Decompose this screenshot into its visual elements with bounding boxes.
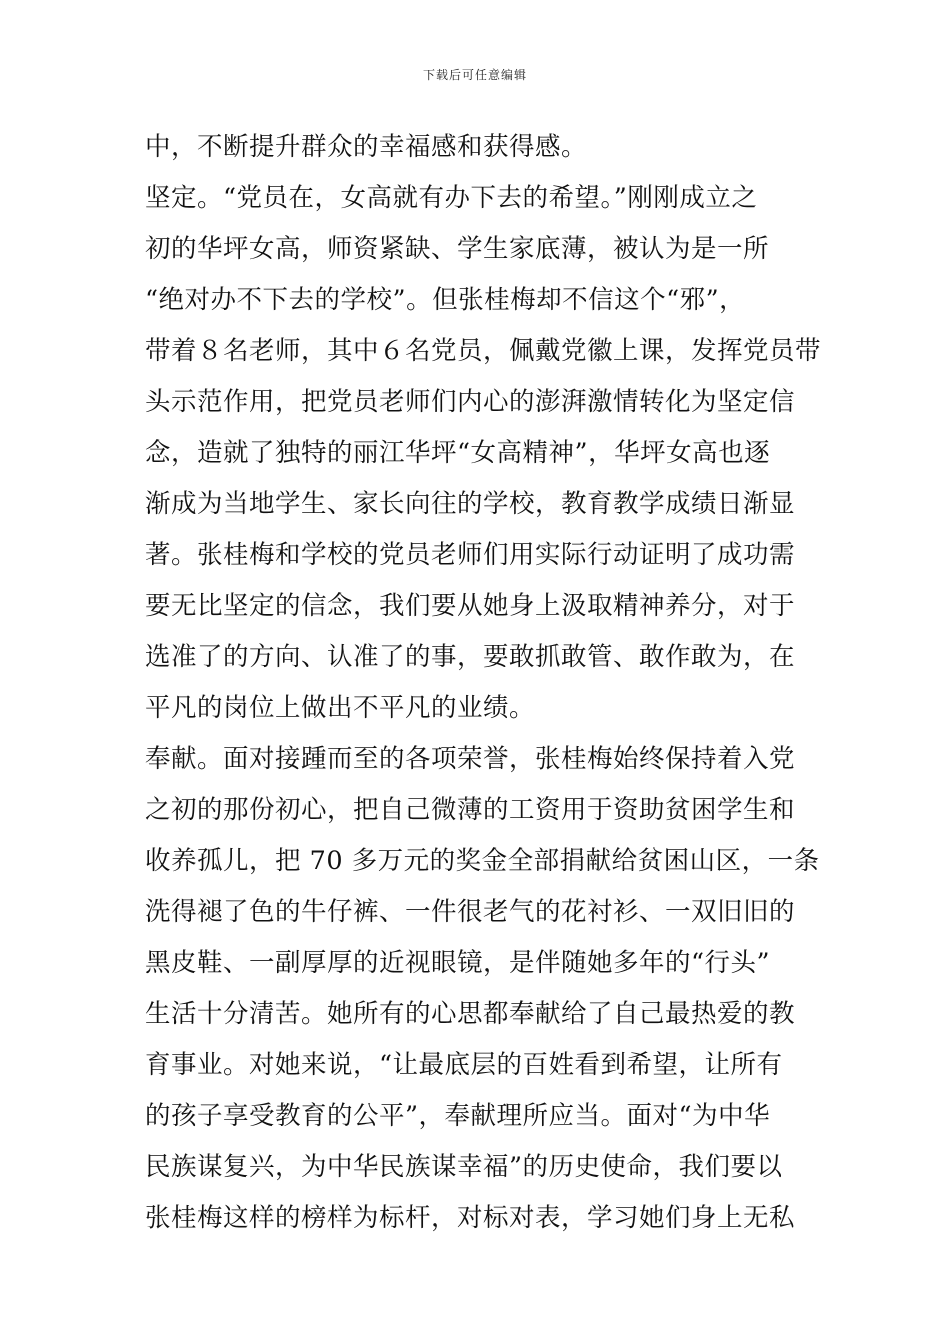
text-line: 著。张桂梅和学校的党员老师们用实际行动证明了成功需 — [145, 540, 796, 570]
text-line: 渐成为当地学生、家长向往的学校，教育教学成绩日渐显 — [145, 489, 796, 519]
text-line: 育事业。对她来说，“让最底层的百姓看到希望，让所有 — [145, 1050, 783, 1080]
text-line: 带着８名老师，其中６名党员，佩戴党徽上课，发挥党员带 — [145, 336, 822, 366]
text-line: 黑皮鞋、一副厚厚的近视眼镜，是伴随她多年的“行头” — [145, 948, 771, 978]
text-line: 头示范作用，把党员老师们内心的澎湃激情转化为坚定信 — [145, 387, 796, 417]
text-line: 选准了的方向、认准了的事，要敢抓敢管、敢作敢为，在 — [145, 642, 796, 672]
text-line: 生活十分清苦。她所有的心思都奉献给了自己最热爱的教 — [145, 999, 796, 1029]
text-line: 要无比坚定的信念，我们要从她身上汲取精神养分，对于 — [145, 591, 796, 621]
text-line: 收养孤儿，把 70 多万元的奖金全部捐献给贫困山区，一条 — [145, 846, 820, 876]
text-line: 奉献。面对接踵而至的各项荣誉，张桂梅始终保持着入党 — [145, 744, 796, 774]
text-line: 之初的那份初心，把自己微薄的工资用于资助贫困学生和 — [145, 795, 796, 825]
text-line: 民族谋复兴，为中华民族谋幸福”的历史使命，我们要以 — [145, 1152, 783, 1182]
text-line: 中，不断提升群众的幸福感和获得感。 — [145, 132, 588, 162]
text-line: 张桂梅这样的榜样为标杆，对标对表，学习她们身上无私 — [145, 1203, 796, 1233]
text-line: 初的华坪女高，师资紧缺、学生家底薄，被认为是一所 — [145, 234, 770, 264]
page-header-note: 下载后可任意编辑 — [422, 68, 527, 82]
text-line: 洗得褪了色的牛仔裤、一件很老气的花衬衫、一双旧旧的 — [145, 897, 796, 927]
text-line: “绝对办不下去的学校”。但张桂梅却不信这个“邪”， — [145, 285, 746, 315]
text-line: 的孩子享受教育的公平”，奉献理所应当。面对“为中华 — [145, 1101, 771, 1131]
text-line: 平凡的岗位上做出不平凡的业绩。 — [145, 693, 536, 723]
text-line: 坚定。“党员在，女高就有办下去的希望。”刚刚成立之 — [145, 183, 758, 213]
text-line: 念，造就了独特的丽江华坪“女高精神”，华坪女高也逐 — [145, 438, 771, 468]
